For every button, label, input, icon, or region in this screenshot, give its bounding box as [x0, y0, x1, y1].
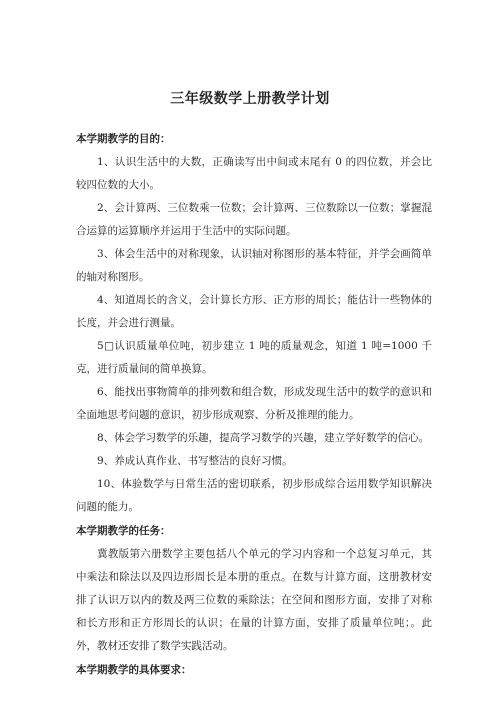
goal-item-2: 2、会计算两、三位数乘一位数；会计算两、三位数除以一位数；掌握混合运算的运算顺序并运用于生活中的实际问题。: [76, 202, 432, 237]
goal-item-5: 5□认识质量单位吨，初步建立 1 吨的质量观念，知道 1 吨=1000 千克，进行质量间的简单换算。: [76, 340, 432, 375]
task-paragraph: 冀教版第六册数学主要包括八个单元的学习内容和一个总复习单元，其中乘法和除法以及四边形周长是本册的重点。在数与计算方面，这册教材安排了认识万以内的数及两三位数的乘除法；在空间和图形方面，安排了对称和长方形和正方形周长的认识；在量的计算方面，安排了质量单位吨；。此外，教材还安排了数学实践活动。: [76, 548, 432, 652]
section-heading-requirements: 本学期教学的具体要求：: [76, 664, 192, 676]
goal-item-1: 1、认识生活中的大数，正确读写出中间或末尾有 0 的四位数，并会比较四位数的大小。: [76, 156, 432, 191]
goal-item-8: 8、体会学习数学的乐趣，提高学习数学的兴趣，建立学好数学的信心。: [97, 432, 430, 444]
goal-item-10: 10、体验数学与日常生活的密切联系，初步形成综合运用数学知识解决问题的能力。: [76, 478, 432, 513]
goal-item-6: 6、能找出事物简单的排列数和组合数，形成发现生活中的数学的意识和全面地思考问题的意识，初步形成观察、分析及推理的能力。: [76, 386, 432, 421]
goal-item-4: 4、知道周长的含义，会计算长方形、正方形的周长；能估计一些物体的长度，并会进行测量。: [76, 294, 432, 329]
section-heading-goals: 本学期教学的目的：: [76, 133, 171, 145]
document-body: [76, 127, 432, 682]
document-title: 三年级数学上册教学计划: [170, 91, 330, 107]
goal-item-3: 3、体会生活中的对称现象，认识轴对称图形的基本特征，并学会画简单的轴对称图形。: [76, 248, 432, 283]
goal-item-9: 9、养成认真作业、书写整洁的良好习惯。: [97, 455, 293, 467]
section-heading-tasks: 本学期教学的任务：: [76, 525, 171, 537]
